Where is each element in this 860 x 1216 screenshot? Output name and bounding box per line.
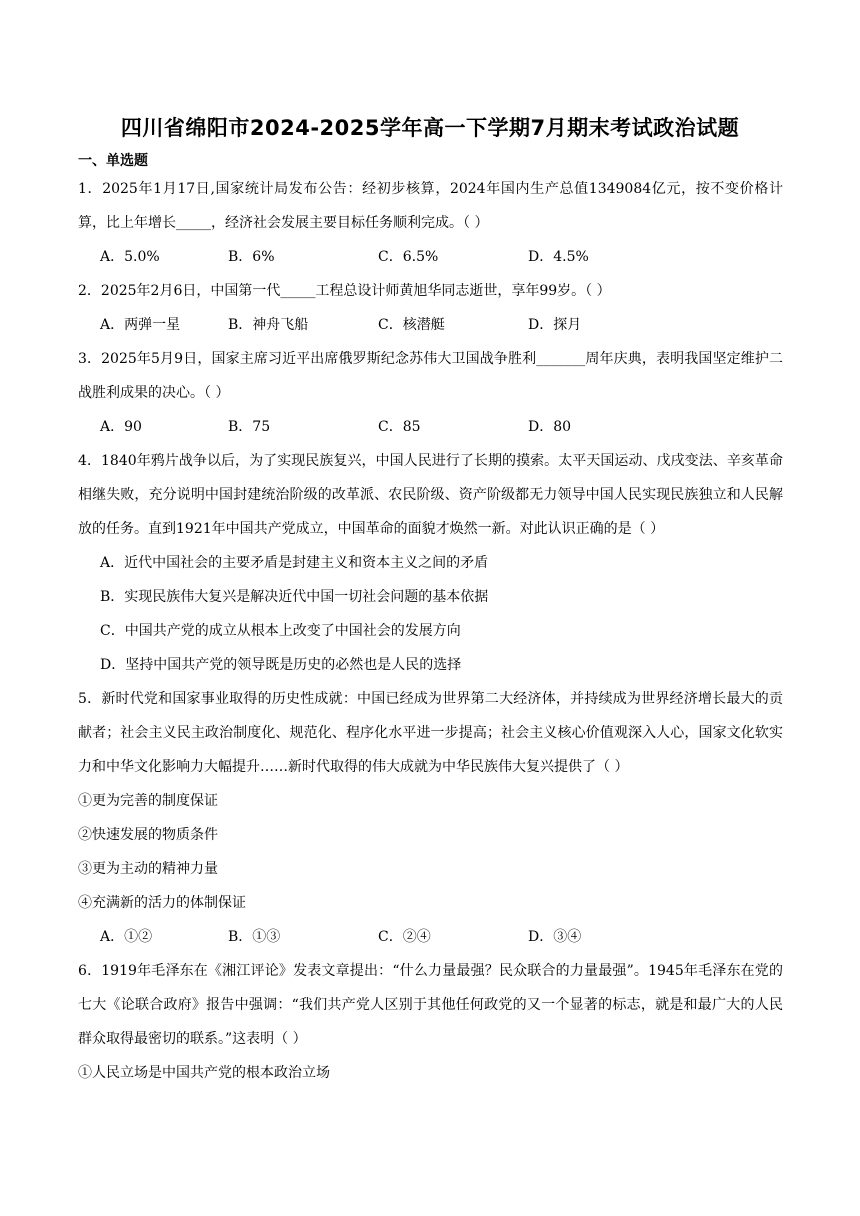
statement-item: ②快速发展的物质条件 <box>78 827 218 843</box>
options-row <box>78 410 783 444</box>
option-b: B．75 <box>228 419 271 435</box>
option-c: C．核潜艇 <box>378 317 445 333</box>
option-b: B．实现民族伟大复兴是解决近代中国一切社会问题的基本依据 <box>100 589 489 605</box>
statement-item: ③更为主动的精神力量 <box>78 861 218 877</box>
option-b: B．神舟飞船 <box>228 317 309 333</box>
question-stem: 3．2025年5月9日，国家主席习近平出席俄罗斯纪念苏伟大卫国战争胜利_______周年庆典，表明我国坚定维护二战胜利成果的决心。（ ） <box>78 351 783 401</box>
options-row <box>78 308 783 342</box>
question-stem: 4．1840年鸦片战争以后，为了实现民族复兴，中国人民进行了长期的摸索。太平天国运动、戊戌变法、辛亥革命相继失败，充分说明中国封建统治阶级的改革派、农民阶级、资产阶级都无力领导中国人民实现民族独立和人民解放的任务。直到1921年中国共产党成立，中国革命的面貌才焕然一新。对此认识正确的是（ ） <box>78 453 783 537</box>
question-stem: 5．新时代党和国家事业取得的历史性成就：中国已经成为世界第二大经济体，并持续成为世界经济增长最大的贡献者；社会主义民主政治制度化、规范化、程序化水平进一步提高；社会主义核心价值观深入人心，国家文化软实力和中华文化影响力大幅提升……新时代取得的伟大成就为中华民族伟大复兴提供了（ ） <box>78 691 783 775</box>
options-row <box>78 920 783 954</box>
option-c: C．85 <box>378 419 421 435</box>
option-d: D．③④ <box>528 929 582 945</box>
option-d: D．坚持中国共产党的领导既是历史的必然也是人民的选择 <box>100 657 462 673</box>
questions-body <box>78 172 783 1090</box>
option-c: C．②④ <box>378 929 431 945</box>
option-c: C．中国共产党的成立从根本上改变了中国社会的发展方向 <box>100 623 461 639</box>
option-d: D．80 <box>528 419 572 435</box>
section-heading: 一、单选题 <box>78 153 148 169</box>
option-d: D．4.5% <box>528 249 589 265</box>
question-stem: 1．2025年1月17日,国家统计局发布公告：经初步核算，2024年国内生产总值1349084亿元，按不变价格计算，比上年增长_____，经济社会发展主要目标任务顺利完成。（ ） <box>78 181 783 231</box>
options-row <box>78 240 783 274</box>
option-a: A．90 <box>100 419 142 435</box>
option-a: A．①② <box>100 929 153 945</box>
option-a: A．两弹一星 <box>100 317 181 333</box>
option-b: B．①③ <box>228 929 281 945</box>
option-d: D．探月 <box>528 317 582 333</box>
statement-item: ④充满新的活力的体制保证 <box>78 895 246 911</box>
question-stem: 6．1919年毛泽东在《湘江评论》发表文章提出：“什么力量最强？民众联合的力量最强”。1945年毛泽东在党的七大《论联合政府》报告中强调：“我们共产党人区别于其他任何政党的又一个显著的标志，就是和最广大的人民群众取得最密切的联系。”这表明（ ） <box>78 963 783 1047</box>
page-title: 四川省绵阳市2024-2025学年高一下学期7月期末考试政治试题 <box>120 116 740 140</box>
option-a: A．5.0% <box>100 249 160 265</box>
statement-item: ①更为完善的制度保证 <box>78 793 218 809</box>
statement-item: ①人民立场是中国共产党的根本政治立场 <box>78 1065 330 1081</box>
question-stem: 2．2025年2月6日，中国第一代_____工程总设计师黄旭华同志逝世，享年99岁。（ ） <box>78 283 611 299</box>
option-b: B．6% <box>228 249 275 265</box>
option-c: C．6.5% <box>378 249 439 265</box>
option-a: A．近代中国社会的主要矛盾是封建主义和资本主义之间的矛盾 <box>100 555 489 571</box>
